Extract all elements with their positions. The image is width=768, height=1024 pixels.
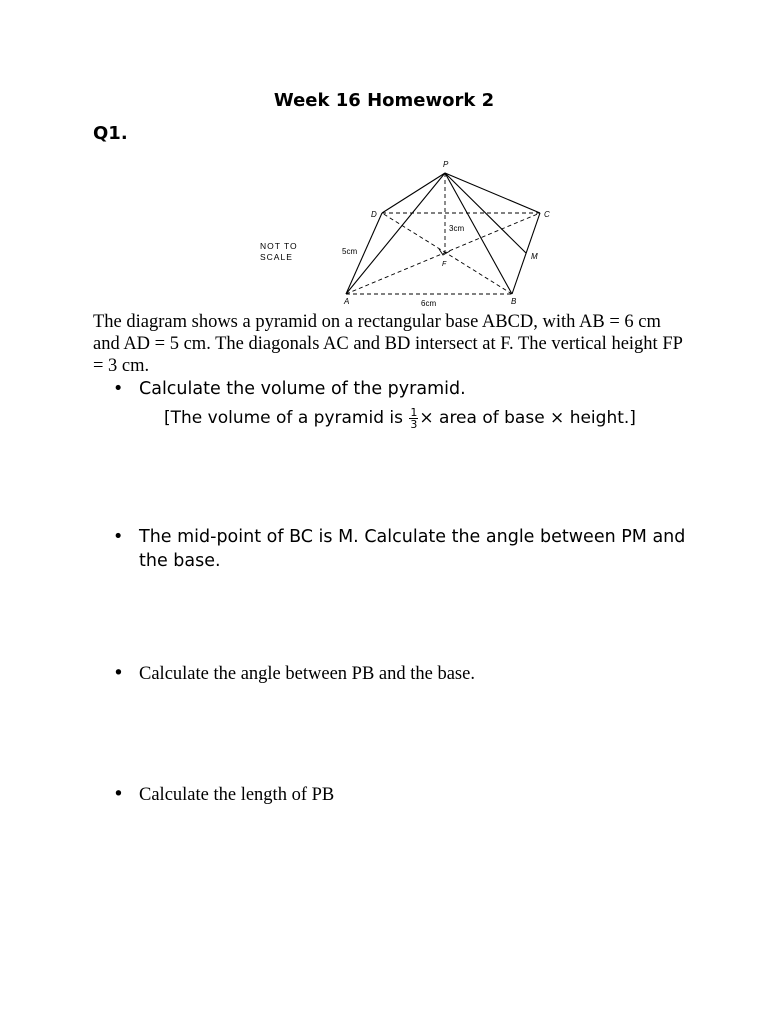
- label-side-ab: 6cm: [421, 299, 437, 308]
- fraction-denominator: 3: [410, 417, 418, 431]
- bullet-icon: •: [113, 527, 124, 547]
- question-item: [93, 377, 693, 401]
- bullet-icon: •: [113, 784, 124, 805]
- volume-formula-hint: [164, 400, 636, 436]
- bullet-icon: •: [113, 663, 124, 684]
- question-item: [93, 662, 693, 686]
- diagonal-bd: [382, 213, 512, 294]
- edge-pd: [382, 173, 445, 213]
- label-p: P: [443, 160, 449, 169]
- edge-pa: [346, 173, 445, 294]
- label-c: C: [544, 210, 550, 219]
- label-d: D: [371, 210, 377, 219]
- question-number: Q1.: [93, 123, 128, 144]
- label-b: B: [511, 297, 517, 306]
- edge-pc: [445, 173, 540, 213]
- not-to-scale-line2: SCALE: [260, 252, 293, 262]
- question-item: [93, 525, 693, 573]
- fraction-numerator: 1: [410, 405, 418, 419]
- page-title: Week 16 Homework 2: [273, 90, 495, 111]
- question-text: Calculate the angle between PB and the base.: [139, 664, 475, 684]
- edge-pm: [445, 173, 526, 253]
- question-text: Calculate the volume of the pyramid.: [139, 379, 466, 399]
- label-f: F: [442, 261, 447, 268]
- label-m: M: [531, 252, 538, 261]
- pyramid-diagram: [250, 155, 560, 315]
- fraction-one-third: [409, 407, 418, 430]
- question-item: [93, 783, 693, 807]
- hint-text-before: [The volume of a pyramid is: [164, 408, 409, 428]
- diagonal-ac: [346, 213, 540, 294]
- question-text: Calculate the length of PB: [139, 785, 335, 805]
- label-height: 3cm: [449, 224, 465, 233]
- label-side-ad: 5cm: [342, 247, 358, 256]
- problem-description: The diagram shows a pyramid on a rectangular base ABCD, with AB = 6 cm and AD = 5 cm. The diagonals AC and BD intersect at F. The vertical height FP = 3 cm.: [93, 312, 683, 376]
- label-a: A: [344, 297, 350, 306]
- edge-pb: [445, 173, 512, 294]
- bullet-icon: •: [113, 379, 124, 399]
- not-to-scale-line1: NOT TO: [260, 241, 298, 251]
- hint-text-after: × area of base × height.]: [419, 408, 636, 428]
- question-text: The mid-point of BC is M. Calculate the angle between PM and the base.: [139, 527, 686, 571]
